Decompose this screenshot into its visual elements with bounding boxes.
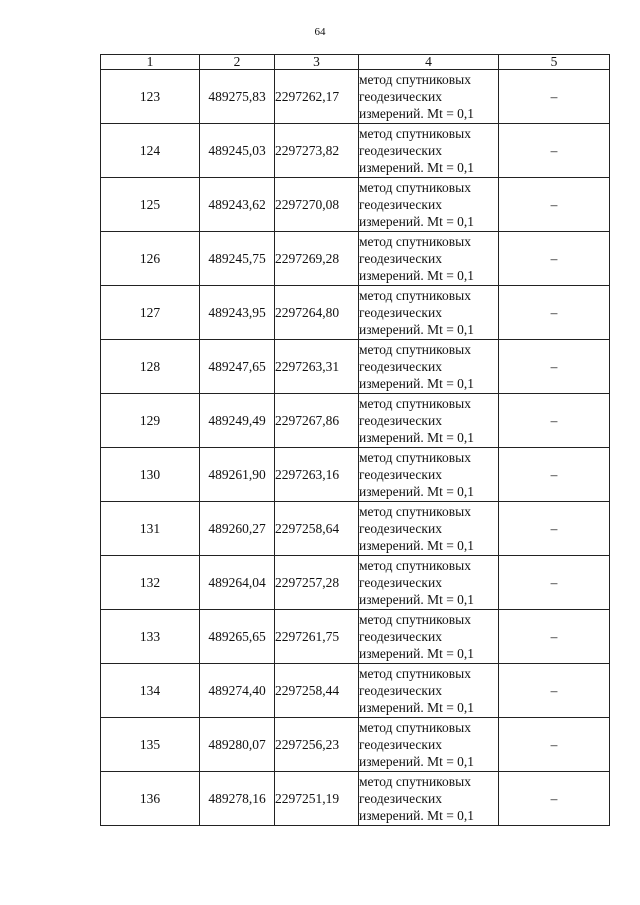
point-number-cell: 132 bbox=[101, 556, 200, 610]
table-row bbox=[101, 70, 610, 124]
x-coordinate-cell: 489245,03 bbox=[200, 124, 275, 178]
y-coordinate-cell: 2297267,86 bbox=[275, 394, 359, 448]
note-cell: – bbox=[499, 286, 610, 340]
table-row bbox=[101, 178, 610, 232]
y-coordinate-cell: 2297258,64 bbox=[275, 502, 359, 556]
header-col-4: 4 bbox=[359, 55, 499, 70]
method-line: измерений. Mt = 0,1 bbox=[359, 268, 475, 283]
table-row bbox=[101, 124, 610, 178]
method-line: метод спутниковых bbox=[359, 180, 471, 195]
note-cell: – bbox=[499, 394, 610, 448]
method-line: метод спутниковых bbox=[359, 72, 471, 87]
method-line: метод спутниковых bbox=[359, 720, 471, 735]
note-cell: – bbox=[499, 178, 610, 232]
table-row bbox=[101, 664, 610, 718]
table-row bbox=[101, 286, 610, 340]
method-line: метод спутниковых bbox=[359, 558, 471, 573]
method-line: геодезических bbox=[359, 683, 442, 698]
y-coordinate-cell: 2297263,31 bbox=[275, 340, 359, 394]
header-col-1: 1 bbox=[101, 55, 200, 70]
x-coordinate-cell: 489249,49 bbox=[200, 394, 275, 448]
y-coordinate-cell: 2297264,80 bbox=[275, 286, 359, 340]
x-coordinate-cell: 489261,90 bbox=[200, 448, 275, 502]
x-coordinate-cell: 489264,04 bbox=[200, 556, 275, 610]
point-number-cell: 133 bbox=[101, 610, 200, 664]
point-number-cell: 130 bbox=[101, 448, 200, 502]
method-line: измерений. Mt = 0,1 bbox=[359, 808, 475, 823]
point-number-cell: 131 bbox=[101, 502, 200, 556]
method-line: геодезических bbox=[359, 359, 442, 374]
method-line: измерений. Mt = 0,1 bbox=[359, 214, 475, 229]
method-cell bbox=[359, 448, 499, 502]
x-coordinate-cell: 489243,62 bbox=[200, 178, 275, 232]
method-line: измерений. Mt = 0,1 bbox=[359, 160, 475, 175]
header-col-3: 3 bbox=[275, 55, 359, 70]
table-header-row bbox=[101, 55, 610, 70]
method-line: геодезических bbox=[359, 89, 442, 104]
method-cell bbox=[359, 178, 499, 232]
y-coordinate-cell: 2297251,19 bbox=[275, 772, 359, 826]
method-line: геодезических bbox=[359, 197, 442, 212]
method-line: измерений. Mt = 0,1 bbox=[359, 592, 475, 607]
method-cell bbox=[359, 556, 499, 610]
x-coordinate-cell: 489278,16 bbox=[200, 772, 275, 826]
note-cell: – bbox=[499, 70, 610, 124]
point-number-cell: 129 bbox=[101, 394, 200, 448]
coordinates-table bbox=[100, 54, 610, 826]
table-row bbox=[101, 718, 610, 772]
x-coordinate-cell: 489247,65 bbox=[200, 340, 275, 394]
method-line: геодезических bbox=[359, 737, 442, 752]
x-coordinate-cell: 489260,27 bbox=[200, 502, 275, 556]
note-cell: – bbox=[499, 610, 610, 664]
method-cell bbox=[359, 610, 499, 664]
method-line: метод спутниковых bbox=[359, 396, 471, 411]
method-line: измерений. Mt = 0,1 bbox=[359, 376, 475, 391]
method-cell bbox=[359, 772, 499, 826]
method-line: метод спутниковых bbox=[359, 342, 471, 357]
method-line: геодезических bbox=[359, 305, 442, 320]
method-line: геодезических bbox=[359, 629, 442, 644]
note-cell: – bbox=[499, 502, 610, 556]
table-row bbox=[101, 502, 610, 556]
method-line: геодезических bbox=[359, 143, 442, 158]
method-line: метод спутниковых bbox=[359, 234, 471, 249]
page-number: 64 bbox=[314, 26, 326, 38]
x-coordinate-cell: 489274,40 bbox=[200, 664, 275, 718]
x-coordinate-cell: 489243,95 bbox=[200, 286, 275, 340]
header-col-2: 2 bbox=[200, 55, 275, 70]
method-line: геодезических bbox=[359, 521, 442, 536]
table-row bbox=[101, 556, 610, 610]
table-row bbox=[101, 394, 610, 448]
y-coordinate-cell: 2297256,23 bbox=[275, 718, 359, 772]
table-row bbox=[101, 772, 610, 826]
table-body bbox=[101, 70, 610, 826]
table-row bbox=[101, 448, 610, 502]
method-cell bbox=[359, 394, 499, 448]
method-cell bbox=[359, 340, 499, 394]
method-line: геодезических bbox=[359, 791, 442, 806]
note-cell: – bbox=[499, 340, 610, 394]
method-line: метод спутниковых bbox=[359, 126, 471, 141]
x-coordinate-cell: 489245,75 bbox=[200, 232, 275, 286]
method-line: измерений. Mt = 0,1 bbox=[359, 754, 475, 769]
method-cell bbox=[359, 286, 499, 340]
table-row bbox=[101, 232, 610, 286]
method-cell bbox=[359, 124, 499, 178]
method-line: метод спутниковых bbox=[359, 774, 471, 789]
method-line: измерений. Mt = 0,1 bbox=[359, 646, 475, 661]
y-coordinate-cell: 2297262,17 bbox=[275, 70, 359, 124]
point-number-cell: 125 bbox=[101, 178, 200, 232]
method-line: метод спутниковых bbox=[359, 288, 471, 303]
x-coordinate-cell: 489280,07 bbox=[200, 718, 275, 772]
method-cell bbox=[359, 718, 499, 772]
method-line: измерений. Mt = 0,1 bbox=[359, 484, 475, 499]
method-line: измерений. Mt = 0,1 bbox=[359, 430, 475, 445]
note-cell: – bbox=[499, 232, 610, 286]
point-number-cell: 135 bbox=[101, 718, 200, 772]
note-cell: – bbox=[499, 772, 610, 826]
method-line: измерений. Mt = 0,1 bbox=[359, 106, 475, 121]
method-line: измерений. Mt = 0,1 bbox=[359, 700, 475, 715]
point-number-cell: 136 bbox=[101, 772, 200, 826]
point-number-cell: 127 bbox=[101, 286, 200, 340]
note-cell: – bbox=[499, 448, 610, 502]
note-cell: – bbox=[499, 556, 610, 610]
method-line: геодезических bbox=[359, 251, 442, 266]
y-coordinate-cell: 2297273,82 bbox=[275, 124, 359, 178]
point-number-cell: 134 bbox=[101, 664, 200, 718]
point-number-cell: 124 bbox=[101, 124, 200, 178]
method-cell bbox=[359, 664, 499, 718]
method-line: измерений. Mt = 0,1 bbox=[359, 538, 475, 553]
y-coordinate-cell: 2297261,75 bbox=[275, 610, 359, 664]
method-cell bbox=[359, 232, 499, 286]
note-cell: – bbox=[499, 718, 610, 772]
method-cell bbox=[359, 70, 499, 124]
note-cell: – bbox=[499, 664, 610, 718]
method-line: метод спутниковых bbox=[359, 504, 471, 519]
y-coordinate-cell: 2297269,28 bbox=[275, 232, 359, 286]
note-cell: – bbox=[499, 124, 610, 178]
point-number-cell: 126 bbox=[101, 232, 200, 286]
method-line: геодезических bbox=[359, 413, 442, 428]
method-line: геодезических bbox=[359, 575, 442, 590]
method-line: метод спутниковых bbox=[359, 612, 471, 627]
y-coordinate-cell: 2297258,44 bbox=[275, 664, 359, 718]
method-line: геодезических bbox=[359, 467, 442, 482]
method-line: метод спутниковых bbox=[359, 450, 471, 465]
point-number-cell: 123 bbox=[101, 70, 200, 124]
header-col-5: 5 bbox=[499, 55, 610, 70]
x-coordinate-cell: 489275,83 bbox=[200, 70, 275, 124]
y-coordinate-cell: 2297270,08 bbox=[275, 178, 359, 232]
table-row bbox=[101, 340, 610, 394]
method-cell bbox=[359, 502, 499, 556]
point-number-cell: 128 bbox=[101, 340, 200, 394]
method-line: метод спутниковых bbox=[359, 666, 471, 681]
y-coordinate-cell: 2297263,16 bbox=[275, 448, 359, 502]
table-row bbox=[101, 610, 610, 664]
y-coordinate-cell: 2297257,28 bbox=[275, 556, 359, 610]
x-coordinate-cell: 489265,65 bbox=[200, 610, 275, 664]
method-line: измерений. Mt = 0,1 bbox=[359, 322, 475, 337]
